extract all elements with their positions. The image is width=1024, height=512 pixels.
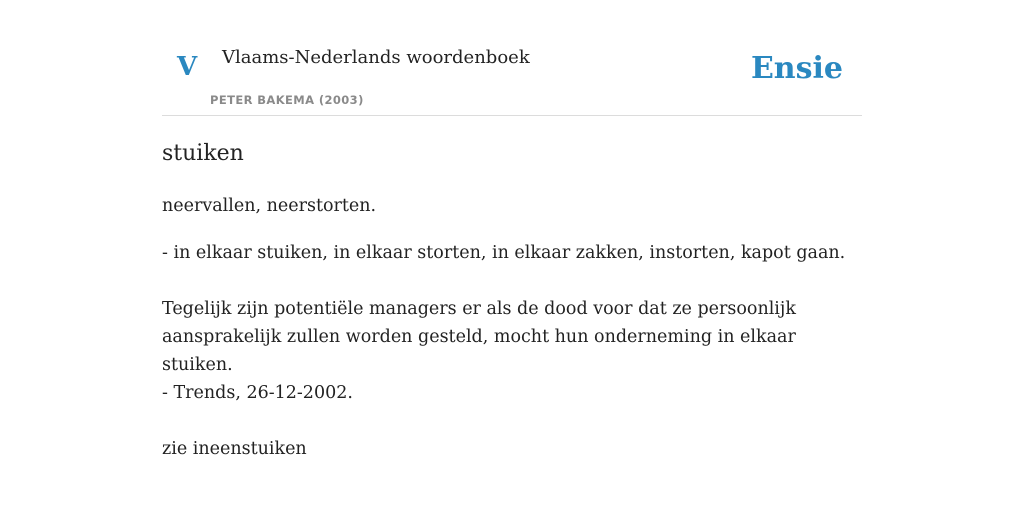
entry-quote-source: - Trends, 26-12-2002. [162,383,353,403]
dictionary-title-link[interactable]: Vlaams-Nederlands woordenboek [222,47,530,68]
dictionary-logo-icon[interactable]: V [177,52,198,82]
entry-example: - in elkaar stuiken, in elkaar storten, in elkaar zakken, instorten, kapot gaan. [162,243,846,263]
ensie-brand-logo[interactable]: Ensie [750,51,843,86]
entry-quote: Tegelijk zijn potentiële managers er als de dood voor dat ze persoonlijk aansprakelijk zullen worden gesteld, mocht hun onderneming in elkaar stuiken. [162,299,796,375]
dictionary-author: PETER BAKEMA (2003) [210,93,364,107]
entry-page [162,0,862,512]
entry-definition: neervallen, neerstorten. [162,196,377,216]
entry-see-also-link[interactable]: zie ineenstuiken [162,439,307,459]
header-divider [162,115,862,116]
entry-headword: stuiken [162,141,244,166]
